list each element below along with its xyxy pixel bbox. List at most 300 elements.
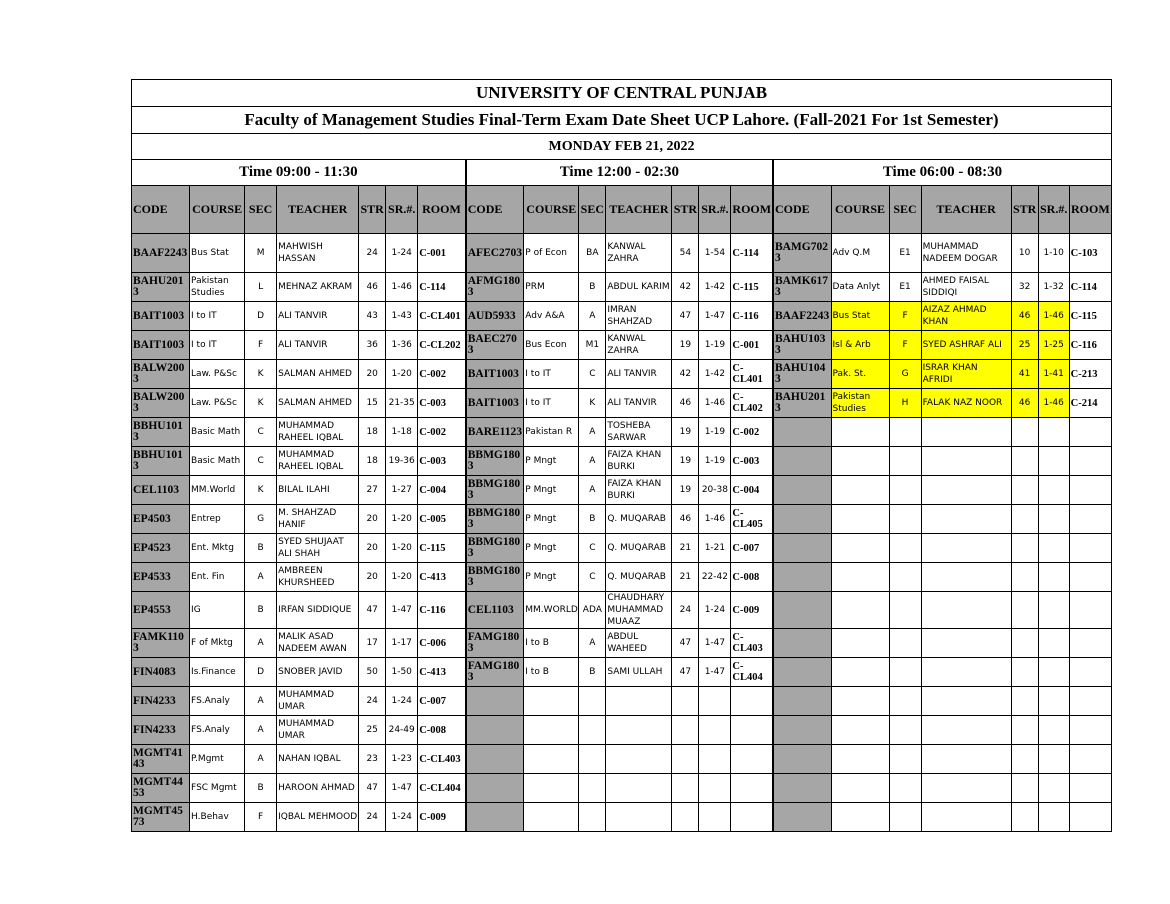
cell-str: 41 (1011, 360, 1038, 389)
cell-code: FIN4233 (132, 687, 190, 716)
cell-sec: F (245, 331, 277, 360)
table-row (132, 534, 1112, 563)
cell-teacher: ALI TANVIR (277, 302, 359, 331)
cell-sr: 1-46 (699, 505, 731, 534)
cell-room: C-114 (731, 234, 773, 273)
column-header-str: STR (359, 186, 386, 234)
cell-code (773, 774, 831, 803)
cell-sec (579, 803, 606, 832)
cell-code (466, 687, 524, 716)
cell-teacher (606, 774, 672, 803)
cell-sr: 1-41 (1038, 360, 1069, 389)
cell-room: C-CL403 (418, 745, 466, 774)
cell-room: C-004 (731, 476, 773, 505)
cell-sr (1038, 687, 1069, 716)
table-row (132, 592, 1112, 629)
cell-room: C-CL405 (731, 505, 773, 534)
cell-code (773, 803, 831, 832)
cell-sec: H (889, 389, 921, 418)
cell-sr: 1-20 (386, 534, 418, 563)
cell-sr: 21-35 (386, 389, 418, 418)
faculty-title: Faculty of Management Studies Final-Term Exam Date Sheet UCP Lahore. (Fall-2021 For 1st Semester) (132, 107, 1112, 134)
cell-str (1011, 716, 1038, 745)
cell-sec: C (245, 418, 277, 447)
cell-str (1011, 592, 1038, 629)
cell-sr: 20-38 (699, 476, 731, 505)
cell-room: C-003 (731, 447, 773, 476)
cell-sec: L (245, 273, 277, 302)
cell-sr (1038, 447, 1069, 476)
cell-teacher: M. SHAHZAD HANIF (277, 505, 359, 534)
cell-sr: 1-46 (386, 273, 418, 302)
cell-code: MGMT4573 (132, 803, 190, 832)
cell-teacher: Q. MUQARAB (606, 505, 672, 534)
cell-course: P.Mgmt (190, 745, 245, 774)
cell-course: PRM (524, 273, 579, 302)
cell-course: MM.WORLD (524, 592, 579, 629)
date-sheet-table (131, 79, 1112, 832)
cell-sec: B (579, 505, 606, 534)
cell-room: C-116 (1069, 331, 1111, 360)
cell-code: BAMK6173 (773, 273, 831, 302)
cell-teacher (921, 658, 1011, 687)
cell-sec: A (579, 302, 606, 331)
cell-teacher: SALMAN AHMED (277, 389, 359, 418)
cell-room: C-002 (418, 418, 466, 447)
cell-str: 24 (359, 803, 386, 832)
cell-code (773, 418, 831, 447)
cell-sr: 1-18 (386, 418, 418, 447)
cell-code (773, 592, 831, 629)
cell-str: 19 (672, 476, 699, 505)
cell-sr (1038, 716, 1069, 745)
cell-code (773, 687, 831, 716)
cell-sr (1038, 592, 1069, 629)
cell-teacher: ABDUL WAHEED (606, 629, 672, 658)
cell-str: 24 (359, 687, 386, 716)
cell-code: BAIT1003 (466, 360, 524, 389)
cell-code: BAHU1033 (773, 331, 831, 360)
cell-str: 46 (672, 505, 699, 534)
cell-course (524, 716, 579, 745)
cell-code: FAMG1803 (466, 658, 524, 687)
cell-str: 21 (672, 563, 699, 592)
cell-code: BALW2003 (132, 389, 190, 418)
cell-str (1011, 534, 1038, 563)
cell-teacher (921, 716, 1011, 745)
cell-course: MM.World (190, 476, 245, 505)
cell-str: 47 (359, 774, 386, 803)
cell-str (672, 687, 699, 716)
cell-teacher (921, 745, 1011, 774)
cell-str: 32 (1011, 273, 1038, 302)
time-slot-3: Time 06:00 - 08:30 (773, 160, 1112, 186)
cell-str: 25 (1011, 331, 1038, 360)
cell-sec: E1 (889, 234, 921, 273)
cell-room: C-116 (731, 302, 773, 331)
cell-teacher: ALI TANVIR (606, 360, 672, 389)
cell-str (1011, 803, 1038, 832)
cell-str: 47 (359, 592, 386, 629)
cell-teacher: KANWAL ZAHRA (606, 331, 672, 360)
cell-sec (579, 687, 606, 716)
cell-course: I to B (524, 629, 579, 658)
cell-code (773, 658, 831, 687)
cell-teacher: SAMI ULLAH (606, 658, 672, 687)
cell-teacher: FAIZA KHAN BURKI (606, 476, 672, 505)
cell-sec (889, 447, 921, 476)
cell-sec: A (579, 476, 606, 505)
cell-course: Pakistan Studies (190, 273, 245, 302)
cell-course: I to IT (190, 331, 245, 360)
cell-sr: 1-20 (386, 505, 418, 534)
cell-code: FIN4083 (132, 658, 190, 687)
cell-room: C-001 (731, 331, 773, 360)
cell-teacher (921, 418, 1011, 447)
cell-str: 43 (359, 302, 386, 331)
cell-str: 18 (359, 418, 386, 447)
cell-course: Data Anlyt (831, 273, 889, 302)
cell-course (831, 534, 889, 563)
cell-room: C-003 (418, 447, 466, 476)
cell-sr: 1-32 (1038, 273, 1069, 302)
cell-sec (889, 687, 921, 716)
cell-course (831, 418, 889, 447)
cell-course: Bus Stat (831, 302, 889, 331)
cell-teacher: MUHAMMAD RAHEEL IQBAL (277, 418, 359, 447)
cell-course: Ent. Mktg (190, 534, 245, 563)
cell-str (672, 745, 699, 774)
cell-code (773, 563, 831, 592)
cell-sr: 1-20 (386, 360, 418, 389)
cell-teacher: AMBREEN KHURSHEED (277, 563, 359, 592)
cell-course (524, 687, 579, 716)
cell-str: 42 (672, 360, 699, 389)
cell-course (524, 774, 579, 803)
cell-teacher: KANWAL ZAHRA (606, 234, 672, 273)
cell-sr (1038, 476, 1069, 505)
cell-str (1011, 658, 1038, 687)
cell-room (1069, 803, 1111, 832)
cell-course: Pakistan R (524, 418, 579, 447)
cell-code: FAMG1803 (466, 629, 524, 658)
cell-teacher: HAROON AHMAD (277, 774, 359, 803)
cell-room: C-001 (418, 234, 466, 273)
cell-room: C-115 (731, 273, 773, 302)
cell-code: BBHU1013 (132, 447, 190, 476)
cell-room: C-CL402 (731, 389, 773, 418)
cell-teacher (921, 629, 1011, 658)
cell-teacher: Q. MUQARAB (606, 563, 672, 592)
cell-room (731, 745, 773, 774)
cell-sec (889, 658, 921, 687)
table-row (132, 331, 1112, 360)
table-row (132, 716, 1112, 745)
cell-room (731, 716, 773, 745)
cell-str: 10 (1011, 234, 1038, 273)
cell-code (773, 629, 831, 658)
cell-sr: 1-46 (1038, 389, 1069, 418)
cell-str: 15 (359, 389, 386, 418)
cell-course: P Mngt (524, 476, 579, 505)
cell-sec: G (245, 505, 277, 534)
cell-str: 19 (672, 447, 699, 476)
cell-course: P Mngt (524, 563, 579, 592)
cell-str: 24 (672, 592, 699, 629)
cell-room (1069, 534, 1111, 563)
cell-teacher: IQBAL MEHMOOD (277, 803, 359, 832)
cell-code (466, 803, 524, 832)
column-header-room: ROOM (1069, 186, 1111, 234)
cell-sr: 1-24 (386, 234, 418, 273)
column-header-course: COURSE (524, 186, 579, 234)
cell-course (831, 476, 889, 505)
cell-room (1069, 505, 1111, 534)
cell-course: Pakistan Studies (831, 389, 889, 418)
cell-teacher (606, 745, 672, 774)
cell-sec: A (245, 629, 277, 658)
cell-teacher: ABDUL KARIM (606, 273, 672, 302)
cell-code: FAMK1103 (132, 629, 190, 658)
cell-sec (889, 476, 921, 505)
cell-course (831, 563, 889, 592)
cell-sec: B (245, 534, 277, 563)
cell-room: C-007 (418, 687, 466, 716)
cell-str: 19 (672, 331, 699, 360)
cell-course (831, 629, 889, 658)
cell-room: C-CL401 (418, 302, 466, 331)
cell-course: Law. P&Sc (190, 360, 245, 389)
cell-room: C-115 (1069, 302, 1111, 331)
cell-teacher (921, 803, 1011, 832)
cell-room: C-CL401 (731, 360, 773, 389)
cell-sr: 1-10 (1038, 234, 1069, 273)
cell-str (1011, 745, 1038, 774)
cell-code: BAIT1003 (466, 389, 524, 418)
cell-str (672, 716, 699, 745)
table-row (132, 360, 1112, 389)
cell-str (672, 774, 699, 803)
cell-room: C-006 (418, 629, 466, 658)
cell-room: C-213 (1069, 360, 1111, 389)
cell-code: FIN4233 (132, 716, 190, 745)
cell-course (524, 803, 579, 832)
column-header-sec: SEC (889, 186, 921, 234)
cell-sec: K (245, 360, 277, 389)
cell-room: C-007 (731, 534, 773, 563)
cell-sec: A (245, 745, 277, 774)
cell-str: 17 (359, 629, 386, 658)
cell-room: C-002 (418, 360, 466, 389)
cell-course: I to IT (524, 389, 579, 418)
cell-sec: A (579, 629, 606, 658)
cell-room: C-003 (418, 389, 466, 418)
cell-code: BBMG1803 (466, 505, 524, 534)
cell-str (672, 803, 699, 832)
cell-sec (889, 745, 921, 774)
cell-sr (699, 803, 731, 832)
cell-teacher: ALI TANVIR (277, 331, 359, 360)
cell-str: 24 (359, 234, 386, 273)
cell-room (1069, 447, 1111, 476)
cell-str: 46 (672, 389, 699, 418)
cell-sr: 24-49 (386, 716, 418, 745)
cell-sr: 1-50 (386, 658, 418, 687)
cell-room: C-115 (418, 534, 466, 563)
cell-sec (889, 418, 921, 447)
cell-sec (889, 629, 921, 658)
cell-room: C-004 (418, 476, 466, 505)
cell-sec (889, 534, 921, 563)
cell-sr (1038, 563, 1069, 592)
cell-teacher: BILAL ILAHI (277, 476, 359, 505)
table-row (132, 447, 1112, 476)
cell-course: Bus Stat (190, 234, 245, 273)
cell-code: BALW2003 (132, 360, 190, 389)
cell-str: 46 (1011, 302, 1038, 331)
cell-code: BAEC2703 (466, 331, 524, 360)
cell-room: C-002 (731, 418, 773, 447)
cell-sr: 1-47 (699, 302, 731, 331)
cell-code: BAIT1003 (132, 331, 190, 360)
cell-sec: B (245, 592, 277, 629)
cell-str (1011, 476, 1038, 505)
cell-code: EP4533 (132, 563, 190, 592)
table-row (132, 687, 1112, 716)
cell-code: CEL1103 (466, 592, 524, 629)
cell-course: F of Mktg (190, 629, 245, 658)
cell-teacher: AIZAZ AHMAD KHAN (921, 302, 1011, 331)
cell-sr: 19-36 (386, 447, 418, 476)
cell-course: P Mngt (524, 505, 579, 534)
cell-sec (889, 774, 921, 803)
table-row (132, 389, 1112, 418)
cell-sec: F (889, 302, 921, 331)
cell-course: P of Econ (524, 234, 579, 273)
cell-room: C-413 (418, 563, 466, 592)
cell-sr: 1-47 (386, 592, 418, 629)
cell-sr: 1-21 (699, 534, 731, 563)
cell-room: C-008 (731, 563, 773, 592)
cell-teacher: ISRAR KHAN AFRIDI (921, 360, 1011, 389)
cell-code (466, 745, 524, 774)
cell-course: P Mngt (524, 534, 579, 563)
cell-sec: D (245, 302, 277, 331)
cell-code: AUD5933 (466, 302, 524, 331)
cell-sr (699, 745, 731, 774)
cell-course: Bus Econ (524, 331, 579, 360)
cell-teacher: ALI TANVIR (606, 389, 672, 418)
cell-str: 46 (1011, 389, 1038, 418)
cell-room (1069, 774, 1111, 803)
cell-sr: 1-47 (699, 629, 731, 658)
cell-course (831, 505, 889, 534)
cell-code: EP4553 (132, 592, 190, 629)
cell-course: Is.Finance (190, 658, 245, 687)
cell-teacher: IRFAN SIDDIQUE (277, 592, 359, 629)
cell-sr: 1-43 (386, 302, 418, 331)
cell-sec: F (245, 803, 277, 832)
cell-teacher: MUHAMMAD UMAR (277, 687, 359, 716)
cell-sr: 1-24 (386, 803, 418, 832)
cell-code (466, 716, 524, 745)
cell-course: H.Behav (190, 803, 245, 832)
cell-sec (889, 716, 921, 745)
cell-sr (1038, 774, 1069, 803)
cell-course: Entrep (190, 505, 245, 534)
column-header-teacher: TEACHER (277, 186, 359, 234)
cell-sec: K (579, 389, 606, 418)
cell-sr: 1-47 (699, 658, 731, 687)
column-header-str: STR (672, 186, 699, 234)
cell-str: 47 (672, 629, 699, 658)
table-row (132, 629, 1112, 658)
cell-code: AFMG1803 (466, 273, 524, 302)
cell-room: C-116 (418, 592, 466, 629)
cell-room (1069, 563, 1111, 592)
cell-str: 21 (672, 534, 699, 563)
column-header-str: STR (1011, 186, 1038, 234)
cell-room (1069, 745, 1111, 774)
cell-sr (1038, 629, 1069, 658)
cell-sec (889, 563, 921, 592)
cell-str: 47 (672, 658, 699, 687)
table-row (132, 302, 1112, 331)
cell-str: 25 (359, 716, 386, 745)
cell-course (831, 658, 889, 687)
cell-sec: D (245, 658, 277, 687)
cell-course: I to IT (524, 360, 579, 389)
cell-code: MGMT4453 (132, 774, 190, 803)
cell-teacher (921, 592, 1011, 629)
cell-code (466, 774, 524, 803)
cell-str: 19 (672, 418, 699, 447)
time-slot-1: Time 09:00 - 11:30 (132, 160, 466, 186)
column-header-room: ROOM (418, 186, 466, 234)
cell-room: C-103 (1069, 234, 1111, 273)
cell-code: EP4503 (132, 505, 190, 534)
cell-str: 27 (359, 476, 386, 505)
cell-sr (1038, 418, 1069, 447)
cell-teacher (921, 563, 1011, 592)
cell-room: C-008 (418, 716, 466, 745)
cell-course (831, 687, 889, 716)
cell-course (524, 745, 579, 774)
table-row (132, 505, 1112, 534)
cell-teacher (921, 505, 1011, 534)
cell-code: BBMG1803 (466, 447, 524, 476)
cell-str (1011, 418, 1038, 447)
cell-sec: A (579, 418, 606, 447)
cell-room: C-005 (418, 505, 466, 534)
cell-sec (889, 803, 921, 832)
cell-teacher: FAIZA KHAN BURKI (606, 447, 672, 476)
cell-code: BBMG1803 (466, 563, 524, 592)
cell-sec: C (579, 563, 606, 592)
cell-teacher (921, 687, 1011, 716)
column-header-row (132, 186, 1112, 234)
cell-course (831, 592, 889, 629)
cell-teacher (921, 447, 1011, 476)
cell-teacher (606, 716, 672, 745)
column-header-course: COURSE (190, 186, 245, 234)
table-row (132, 803, 1112, 832)
cell-room: C-009 (418, 803, 466, 832)
cell-code (773, 447, 831, 476)
cell-teacher: SYED ASHRAF ALI (921, 331, 1011, 360)
cell-room (1069, 418, 1111, 447)
cell-teacher (921, 534, 1011, 563)
